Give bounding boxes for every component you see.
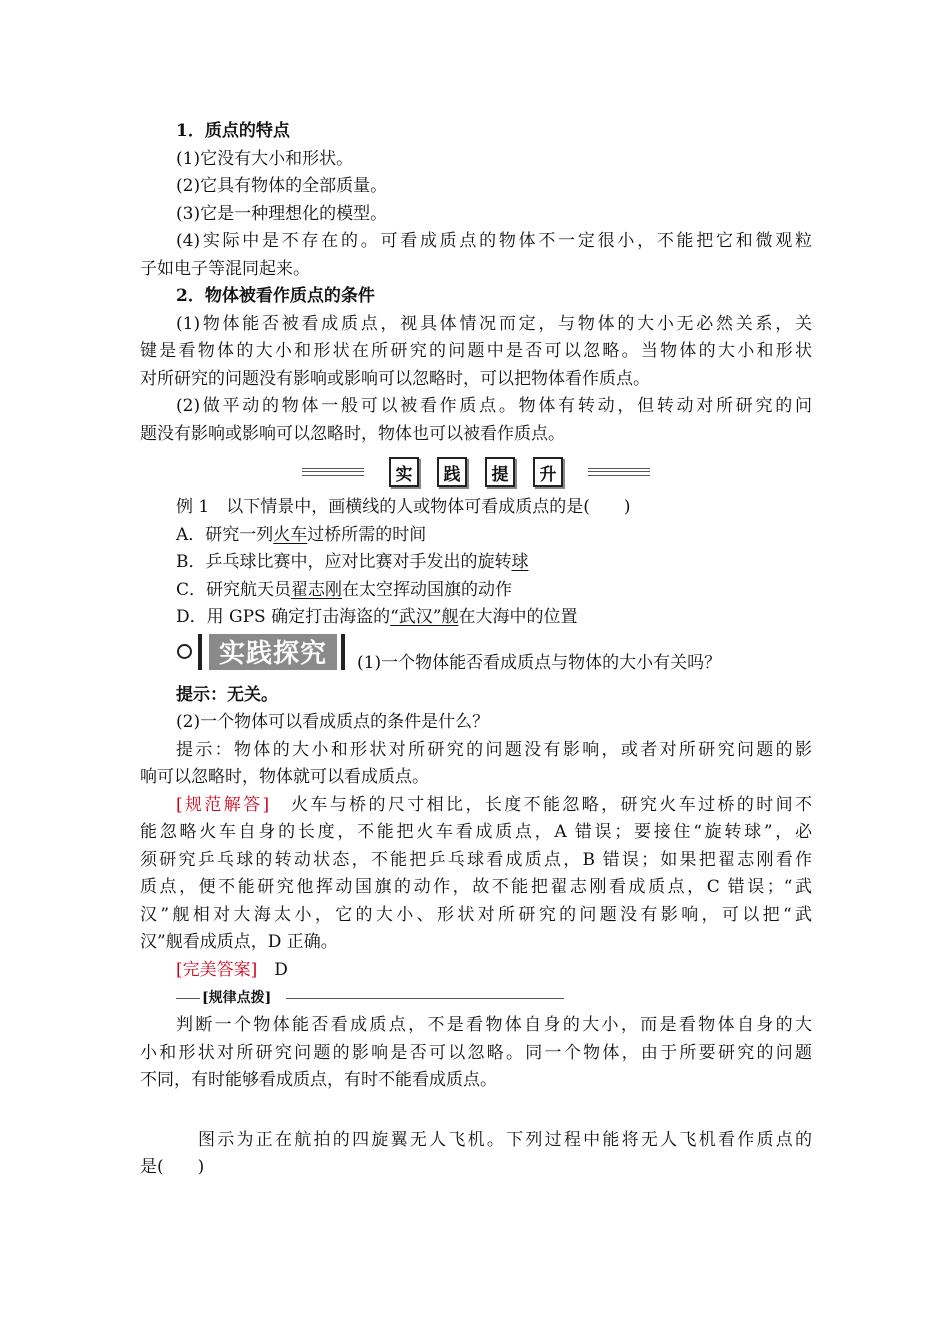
tip-line1: 判断一个物体能否看成质点，不是看物体自身的大小，而是看物体自身的大 — [176, 1015, 812, 1035]
answer-tag: [完美答案] — [176, 959, 258, 980]
tip-line2: 小和形状对所研究问题的影响是否可以忽略。同一个物体，由于所要研究的问题 — [140, 1042, 812, 1063]
example-stem: 例 1 以下情景中，画横线的人或物体可看成质点的是( ) — [176, 497, 631, 517]
option-c — [140, 577, 812, 605]
solution-line1-text: 火车与桥的尺寸相比，长度不能忽略，研究火车过桥的时间不 — [269, 794, 813, 815]
solution-line6: 汉”舰看成质点，D 正确。 — [140, 932, 338, 952]
answer-line — [140, 957, 812, 985]
banner-char-2: 践 — [437, 457, 467, 487]
section1-heading: 1．质点的特点 — [176, 121, 290, 141]
section1-item-4-line1: (4)实际中是不存在的。可看成质点的物体不一定很小，不能把它和微观粒 — [176, 231, 812, 251]
explore-question-2: (2)一个物体可以看成质点的条件是什么？ — [176, 712, 490, 732]
solution-line1 — [140, 792, 812, 820]
explore-question-1: (1)一个物体能否看成质点与物体的大小有关吗？ — [357, 652, 722, 673]
solution-line5: 汉”舰相对大海太小，它的大小、形状对所研究的问题没有影响，可以把“武 — [140, 904, 812, 925]
exercise-line1: 图示为正在航拍的四旋翼无人飞机。下列过程中能将无人飞机看作质点的 — [198, 1129, 812, 1150]
practice-banner — [140, 452, 812, 492]
solution-line3: 须研究乒乓球的转动状态，不能把乒乓球看成质点，B 错误；如果把翟志刚看作 — [140, 849, 812, 870]
hint-2-line2: 响可以忽略时，物体就可以看成质点。 — [140, 767, 429, 787]
explore-label: 实践探究 — [209, 634, 337, 670]
section1-item-2: (2)它具有物体的全部质量。 — [176, 176, 388, 196]
exercise-line2: 是( ) — [140, 1157, 205, 1177]
option-a-underlined: 火车 — [273, 524, 308, 545]
solution-line2: 能忽略火车自身的长度，不能把火车看成质点，A 错误；要接住“旋转球”，必 — [140, 822, 812, 842]
option-b — [140, 549, 812, 577]
option-d-pre: D．用 GPS 确定打击海盗的 — [176, 607, 391, 627]
tip-line3: 不同，有时能够看成质点，有时不能看成质点。 — [140, 1070, 497, 1090]
section2-heading: 2．物体被看作质点的条件 — [176, 286, 375, 306]
hint-2-line1: 提示：物体的大小和形状对所研究的问题没有影响，或者对所研究问题的影 — [176, 739, 812, 760]
tip-header — [140, 984, 812, 1012]
tip-rule-left — [176, 998, 200, 999]
option-d — [140, 604, 812, 632]
option-c-underlined: 翟志刚 — [291, 579, 343, 600]
solution-line4: 质点，便不能研究他挥动国旗的动作，故不能把翟志刚看成质点，C 错误；“武 — [140, 877, 812, 897]
explore-section — [140, 632, 812, 682]
section1-item-4-line2: 子如电子等混同起来。 — [140, 258, 310, 279]
option-b-pre: B．乒乓球比赛中，应对比赛对手发出的旋转 — [176, 552, 512, 572]
option-a-post: 过桥所需的时间 — [307, 524, 427, 545]
circle-icon — [177, 644, 192, 659]
banner-rule-left — [302, 468, 364, 476]
tip-rule-right — [286, 998, 564, 999]
section2-p1-line1: (1)物体能否被看成质点，视具体情况而定，与物体的大小无必然关系，关 — [176, 313, 812, 334]
section2-p2-line1: (2)做平动的物体一般可以被看作质点。物体有转动，但转动对所研究的问 — [176, 396, 812, 416]
banner-rule-right — [588, 468, 650, 476]
section1-item-1: (1)它没有大小和形状。 — [176, 148, 354, 169]
section2-p2-line2: 题没有影响或影响可以忽略时，物体也可以被看作质点。 — [140, 423, 565, 444]
section1-item-3: (3)它是一种理想化的模型。 — [176, 203, 388, 224]
tip-label: [规律点拨] — [202, 990, 272, 1006]
option-c-pre: C．研究航天员 — [176, 579, 292, 600]
option-b-underlined: 球 — [511, 552, 529, 572]
explore-bar-left — [198, 634, 202, 670]
banner-char-4: 升 — [533, 457, 563, 487]
option-a-pre: A．研究一列 — [176, 524, 274, 545]
answer-value: D — [257, 959, 288, 980]
banner-char-3: 提 — [485, 457, 515, 487]
banner-char-1: 实 — [389, 457, 419, 487]
option-d-underlined: “武汉”舰 — [390, 607, 459, 627]
section2-p1-line2: 键是看物体的大小和形状在所研究的问题中是否可以忽略。当物体的大小和形状 — [140, 341, 812, 361]
document-page — [140, 118, 812, 1182]
explore-bar-right — [341, 634, 345, 670]
hint-1: 提示：无关。 — [176, 684, 278, 705]
option-c-post: 在太空挥动国旗的动作 — [342, 579, 513, 600]
section2-p1-line3: 对所研究的问题没有影响或影响可以忽略时，可以把物体看作质点。 — [140, 368, 650, 389]
option-a — [140, 522, 812, 550]
option-d-post: 在大海中的位置 — [458, 607, 578, 627]
solution-tag: [规范解答] — [176, 794, 270, 815]
